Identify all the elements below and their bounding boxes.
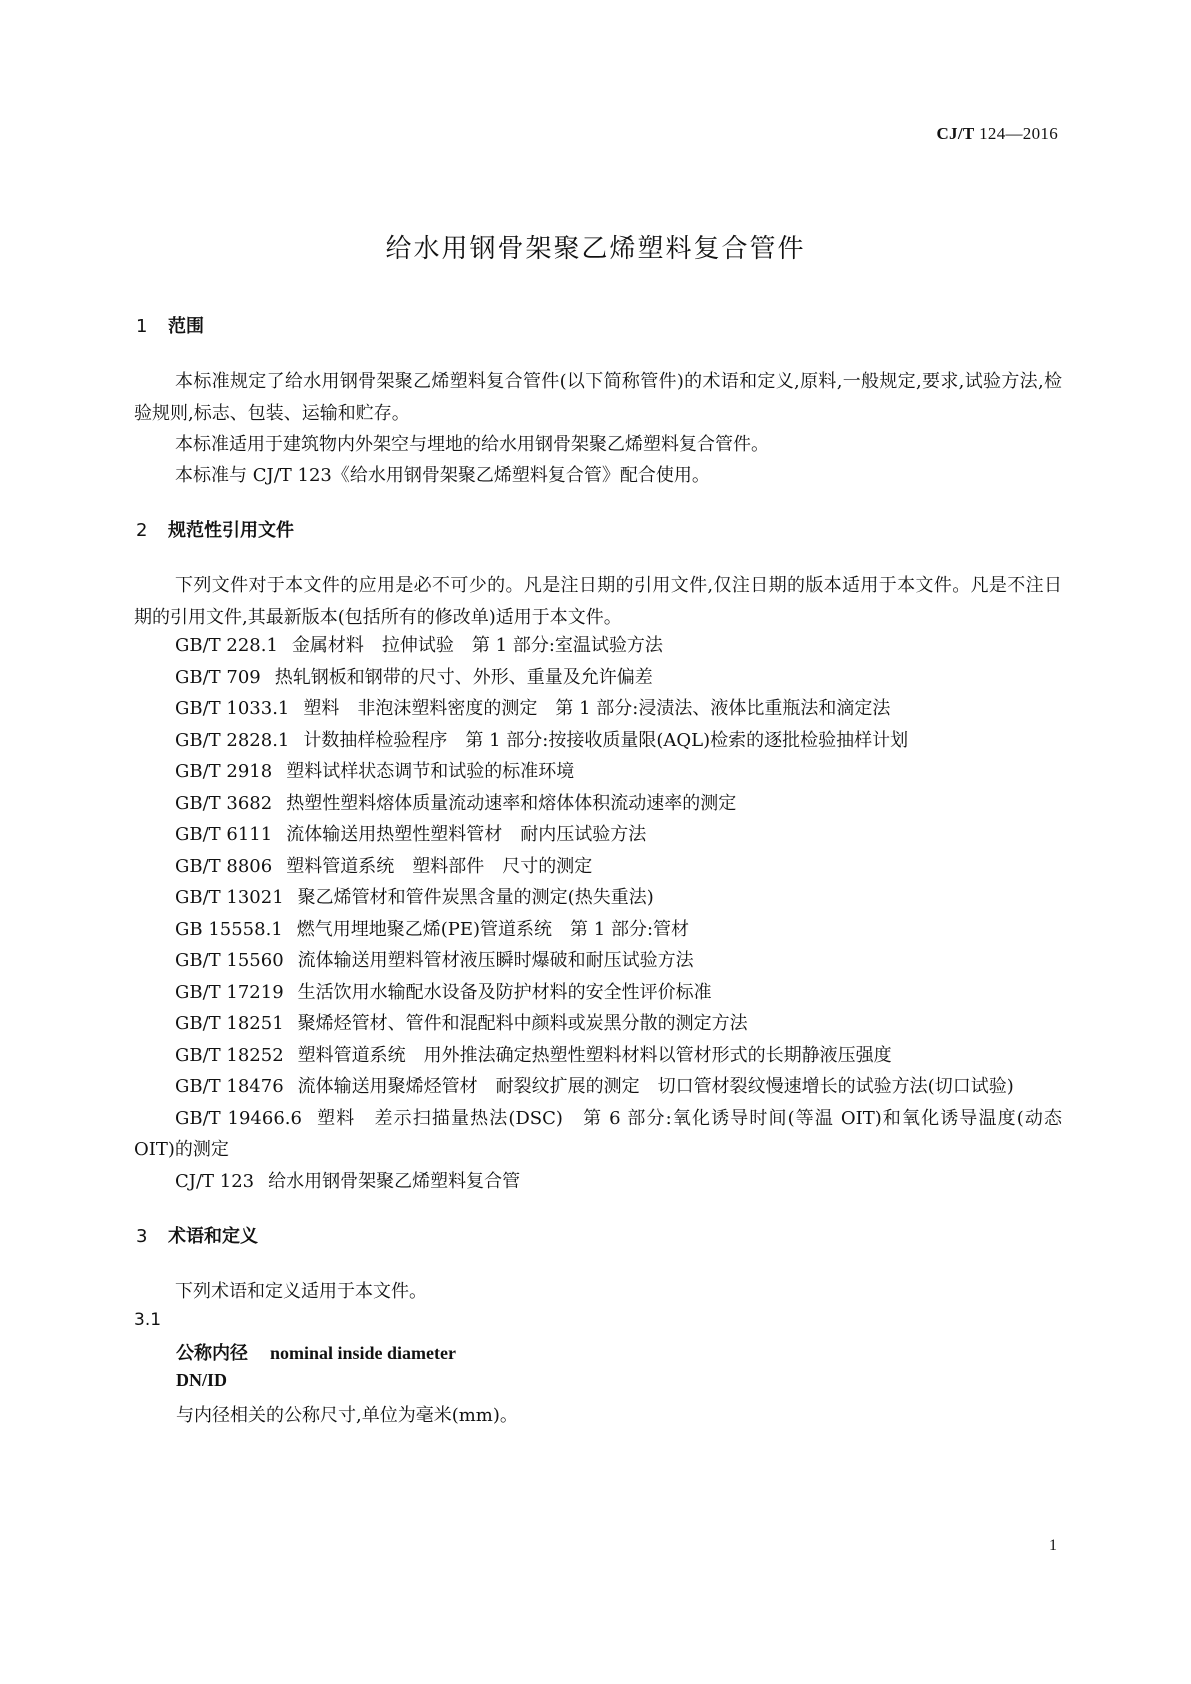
section-2-intro: 下列文件对于本文件的应用是必不可少的。凡是注日期的引用文件,仅注日期的版本适用于本文件。凡是不注日期的引用文件,其最新版本(包括所有的修改单)适用于本文件。 [134,575,1062,628]
standard-code [936,124,1058,144]
reference-title: 流体输送用热塑性塑料管材 耐内压试验方法 [286,824,647,845]
reference-title: 生活饮用水输配水设备及防护材料的安全性评价标准 [297,981,712,1003]
section-2-heading [136,516,294,542]
reference-title: 聚烯烃管材、管件和混配料中颜料或炭黑分散的测定方法 [297,1013,748,1034]
reference-code: GB/T 18251 [175,1013,284,1034]
document-title: 给水用钢骨架聚乙烯塑料复合管件 [385,234,806,264]
reference-title: 给水用钢骨架聚乙烯塑料复合管 [268,1170,521,1192]
section-1-paragraph: 本标准规定了给水用钢骨架聚乙烯塑料复合管件(以下简称管件)的术语和定义,原料,一般规定,要求,试验方法,检验规则,标志、包装、运输和贮存。 [134,371,1062,424]
reference-title: 塑料管道系统 塑料部件 尺寸的测定 [286,855,593,877]
reference-item [134,1008,1062,1040]
reference-title: 金属材料 拉伸试验 第 1 部分:室温试验方法 [291,635,663,656]
reference-code: GB/T 228.1 [175,635,278,656]
reference-item [134,1103,1062,1166]
section-3-heading [136,1222,258,1248]
reference-title: 热塑性塑料熔体质量流动速率和熔体体积流动速率的测定 [286,792,737,814]
reference-item [134,662,1062,694]
term-definition: 与内径相关的公称尺寸,单位为毫米(mm)。 [176,1405,518,1426]
reference-title: 计数抽样检验程序 第 1 部分:按接收质量限(AQL)检索的逐批检验抽样计划 [303,729,909,751]
reference-code: GB/T 13021 [175,887,284,908]
reference-code: GB/T 3682 [175,792,273,814]
page-number: 1 [1049,1537,1057,1554]
section-title: 规范性引用文件 [168,520,294,541]
reference-code: CJ/T 123 [175,1170,255,1192]
section-title: 术语和定义 [168,1226,258,1247]
reference-title: 流体输送用塑料管材液压瞬时爆破和耐压试验方法 [297,950,694,971]
reference-item [134,1071,1062,1103]
reference-code: GB/T 18476 [175,1076,284,1097]
section-title: 范围 [168,316,204,337]
reference-item [134,630,1062,662]
reference-item [134,788,1062,820]
section-1-paragraph: 本标准适用于建筑物内外架空与埋地的给水用钢骨架聚乙烯塑料复合管件。 [175,434,769,455]
reference-code: GB/T 2828.1 [175,729,290,751]
reference-code: GB/T 15560 [175,950,284,971]
reference-code: GB/T 6111 [175,824,273,845]
reference-code: GB 15558.1 [175,918,283,940]
reference-code: GB/T 2918 [175,761,273,782]
reference-code: GB/T 19466.6 [175,1107,302,1129]
section-number: 1 [136,316,148,337]
section-number: 2 [136,520,148,541]
reference-list [134,630,1062,1197]
section-1-paragraph: 本标准与 CJ/T 123《给水用钢骨架聚乙烯塑料复合管》配合使用。 [175,465,710,486]
section-number: 3 [136,1226,148,1247]
reference-code: GB/T 709 [175,666,261,688]
reference-title: 流体输送用聚烯烃管材 耐裂纹扩展的测定 切口管材裂纹慢速增长的试验方法(切口试验) [297,1076,1014,1097]
term-abbreviation: DN/ID [176,1370,228,1390]
reference-title: 塑料 非泡沫塑料密度的测定 第 1 部分:浸渍法、液体比重瓶法和滴定法 [303,698,891,719]
reference-item [134,882,1062,914]
term-name-chinese: 公称内径 [176,1343,248,1364]
reference-title: 塑料管道系统 用外推法确定热塑性塑料材料以管材形式的长期静液压强度 [297,1044,892,1066]
reference-item [134,756,1062,788]
reference-item [134,1166,1062,1198]
reference-item [134,914,1062,946]
term-name-english: nominal inside diameter [270,1343,457,1363]
reference-item [134,945,1062,977]
reference-title: 塑料 差示扫描量热法(DSC) 第 6 部分:氧化诱导时间(等温 OIT)和氧化诱导温度(动态 OIT)的测定 [134,1107,1062,1160]
reference-item [134,977,1062,1009]
reference-title: 塑料试样状态调节和试验的标准环境 [286,761,575,782]
reference-code: GB/T 8806 [175,855,273,877]
reference-code: GB/T 17219 [175,981,284,1003]
reference-code: GB/T 1033.1 [175,698,290,719]
term-number: 3.1 [134,1310,162,1330]
term-name [176,1339,456,1365]
reference-title: 热轧钢板和钢带的尺寸、外形、重量及允许偏差 [274,666,653,688]
reference-title: 燃气用埋地聚乙烯(PE)管道系统 第 1 部分:管材 [296,918,690,940]
section-3-intro: 下列术语和定义适用于本文件。 [175,1281,427,1302]
reference-item [134,1040,1062,1072]
standard-code-number: 124—2016 [979,124,1058,143]
standard-code-prefix: CJ/T [936,124,975,143]
section-1-heading [136,312,204,338]
reference-item [134,693,1062,725]
reference-item [134,851,1062,883]
reference-item [134,819,1062,851]
reference-title: 聚乙烯管材和管件炭黑含量的测定(热失重法) [297,887,654,908]
reference-code: GB/T 18252 [175,1044,284,1066]
reference-item [134,725,1062,757]
